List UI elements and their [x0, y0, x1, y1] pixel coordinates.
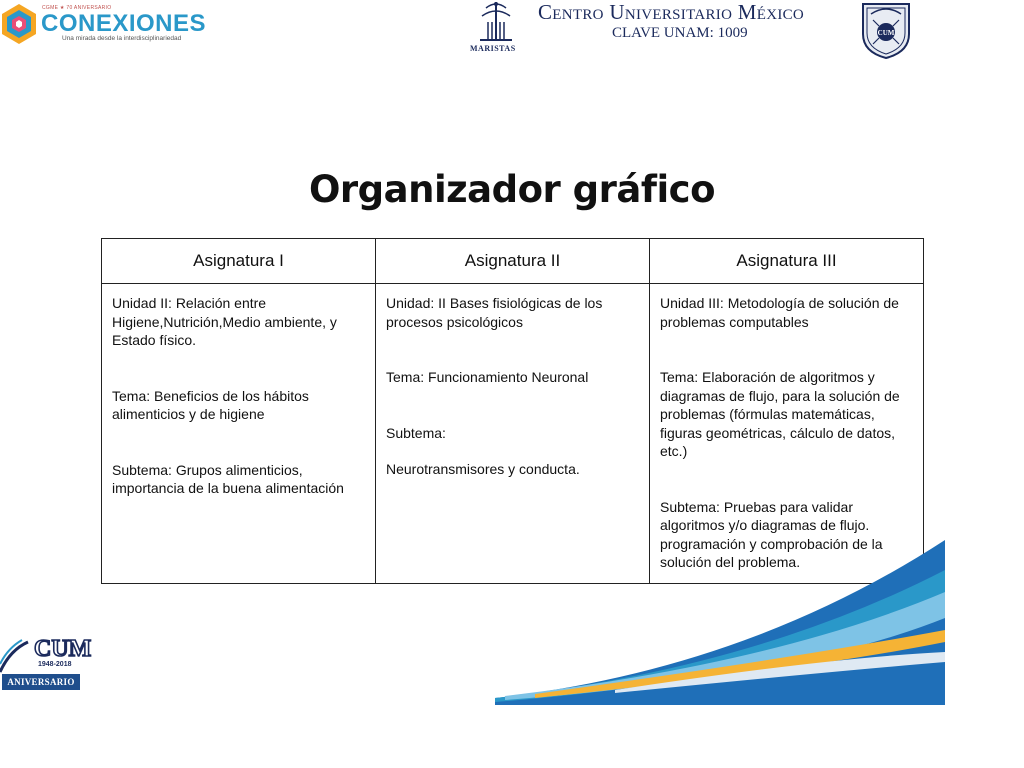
cum-years: 1948-2018 — [38, 661, 72, 668]
institution-clave: CLAVE UNAM: 1009 — [612, 25, 748, 41]
asignatura-1-unidad: Unidad II: Relación entre Higiene,Nutrición,Medio ambiente, y Estado físico. — [112, 295, 337, 348]
institution-name: Centro Universitario México — [538, 0, 805, 24]
svg-text:CUM: CUM — [34, 636, 92, 662]
cum-anniversary-logo — [0, 628, 92, 690]
header-asignatura-3: Asignatura III — [650, 239, 924, 284]
asignatura-3-cell — [650, 284, 924, 584]
asignatura-2-subtema-label: Subtema: — [386, 424, 446, 441]
asignatura-3-unidad: Unidad III: Metodología de solución de problemas computables — [660, 295, 899, 330]
asignatura-1-tema: Tema: Beneficios de los hábitos alimenticios y de higiene — [112, 387, 309, 422]
page-title: Organizador gráfico — [308, 168, 716, 211]
university-shield-icon — [857, 0, 915, 60]
asignatura-3-subtema: Subtema: Pruebas para validar algoritmos y/o diagramas de flujo. programación y comprobación de la solución del problema. — [660, 498, 883, 570]
asignatura-1-subtema: Subtema: Grupos alimenticios, importancia de la buena alimentación — [112, 461, 344, 496]
header-asignatura-2: Asignatura II — [376, 239, 650, 284]
asignatura-2-cell — [376, 284, 650, 584]
maristas-label: MARISTAS — [470, 44, 516, 53]
maristas-emblem-icon — [468, 0, 524, 44]
asignatura-3-tema: Tema: Elaboración de algoritmos y diagramas de flujo, para la solución de problemas (fórmulas matemáticas, figuras geométricas, cálculo de datos, etc.) — [660, 369, 900, 459]
conexiones-logo — [0, 0, 207, 50]
conexiones-wordmark: CONEXIONES — [41, 10, 207, 37]
decorative-swoosh — [495, 540, 945, 705]
table-header-row — [102, 239, 924, 284]
table-row — [102, 284, 924, 584]
graphic-organizer-table — [101, 238, 924, 584]
shield-label: CUM — [877, 29, 895, 37]
asignatura-1-cell — [102, 284, 376, 584]
asignatura-2-unidad: Unidad: II Bases fisiológicas de los procesos psicológicos — [386, 295, 603, 330]
conexiones-tagline: Una mirada desde la interdisciplinariedad — [62, 35, 182, 42]
conexiones-anniversary-text: CGME ★ 70 ANIVERSARIO — [42, 5, 112, 11]
asignatura-2-subtema: Neurotransmisores y conducta. — [386, 461, 580, 477]
cum-anniversary-banner: ANIVERSARIO — [2, 674, 80, 690]
maristas-logo — [468, 0, 524, 58]
header-asignatura-1: Asignatura I — [102, 239, 376, 284]
asignatura-2-tema: Tema: Funcionamiento Neuronal — [386, 369, 589, 385]
conexiones-mark-icon — [0, 2, 38, 46]
